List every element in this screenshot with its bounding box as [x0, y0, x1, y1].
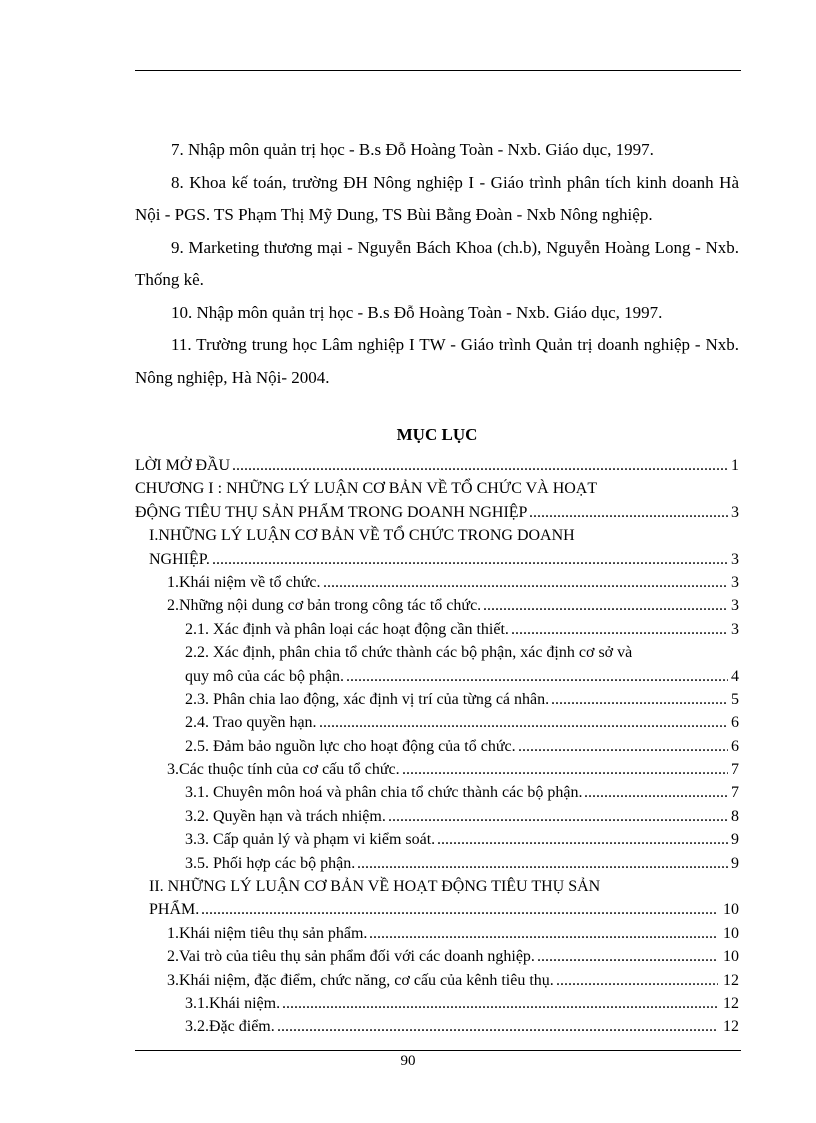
toc-title: MỤC LỤC	[396, 425, 478, 444]
toc-entry[interactable]	[135, 898, 739, 921]
toc-leader	[357, 852, 728, 875]
toc-entry-label: II. NHỮNG LÝ LUẬN CƠ BẢN VỀ HOẠT ĐỘNG TIÊU THỤ SẢN	[149, 878, 601, 896]
toc-entry-page: 10	[723, 948, 739, 966]
toc-entry-page: 12	[723, 1018, 739, 1036]
toc-entry-label: 2.3. Phân chia lao động, xác định vị trí của từng cá nhân.	[185, 690, 550, 708]
toc-entry[interactable]	[135, 618, 739, 641]
toc-leader	[537, 945, 718, 968]
toc-entry[interactable]	[135, 922, 739, 945]
header-rule	[135, 70, 741, 71]
toc-entry[interactable]	[135, 992, 739, 1015]
toc-leader	[232, 454, 728, 477]
toc-entry-page: 1	[731, 457, 739, 474]
footer-rule	[135, 1050, 741, 1051]
page-number: 90	[400, 1053, 416, 1069]
toc-entry-page: 10	[723, 924, 739, 942]
toc-leader	[511, 618, 728, 641]
toc-entry-label: 3.Khái niệm, đặc điểm, chức năng, cơ cấu của kênh tiêu thụ.	[167, 971, 554, 989]
toc-entry-page: 3	[731, 573, 739, 591]
toc-entry-label: ĐỘNG TIÊU THỤ SẢN PHẨM TRONG DOANH NGHIỆP	[135, 503, 528, 521]
toc-entry[interactable]	[135, 548, 739, 571]
toc-entry-label: 3.5. Phối hợp các bộ phận.	[185, 854, 356, 872]
toc-entry-page: 3	[731, 503, 739, 521]
toc-entry-label: 2.5. Đảm bảo nguồn lực cho hoạt động của tổ chức.	[185, 737, 516, 755]
reference-item: 10. Nhập môn quản trị học - B.s Đỗ Hoàng Toàn - Nxb. Giáo dục, 1997.	[171, 302, 663, 322]
toc-entry[interactable]	[135, 641, 739, 664]
toc-entry[interactable]	[135, 477, 739, 500]
toc-leader	[529, 501, 728, 524]
toc-entry-label: CHƯƠNG I : NHỮNG LÝ LUẬN CƠ BẢN VỀ TỔ CHỨC VÀ HOẠT	[135, 480, 598, 498]
toc-entry-label: I.NHỮNG LÝ LUẬN CƠ BẢN VỀ TỔ CHỨC TRONG DOANH	[149, 527, 575, 545]
toc-entry-page: 6	[731, 714, 739, 732]
toc-entry-label: PHẨM.	[149, 901, 200, 919]
toc-entry[interactable]	[135, 454, 739, 477]
reference-list	[135, 134, 739, 394]
toc-entry-page: 7	[731, 784, 739, 802]
toc-leader	[277, 1015, 718, 1038]
toc-entry[interactable]	[135, 735, 739, 758]
reference-item: 9. Marketing thương mại - Nguyễn Bách Khoa (ch.b), Nguyễn Hoàng Long - Nxb. Thống kê.	[135, 237, 739, 289]
toc-entry[interactable]	[135, 875, 739, 898]
table-of-contents	[135, 454, 739, 1039]
toc-entry-label: NGHIỆP.	[149, 550, 210, 568]
toc-entry-label: 1.Khái niệm về tổ chức.	[167, 573, 321, 591]
toc-entry-label: 1.Khái niệm tiêu thụ sản phẩm.	[167, 924, 368, 942]
toc-entry[interactable]	[135, 969, 739, 992]
toc-entry-page: 4	[731, 667, 739, 685]
toc-entry[interactable]	[135, 501, 739, 524]
toc-entry-page: 3	[731, 550, 739, 568]
toc-entry-page: 9	[731, 831, 739, 849]
toc-entry[interactable]	[135, 594, 739, 617]
toc-entry-label: 3.2. Quyền hạn và trách nhiệm.	[185, 807, 386, 825]
toc-leader	[346, 665, 728, 688]
toc-entry[interactable]	[135, 571, 739, 594]
toc-entry-page: 3	[731, 620, 739, 638]
toc-entry-page: 12	[723, 971, 739, 989]
toc-leader	[212, 548, 728, 571]
toc-entry-label: 3.1. Chuyên môn hoá và phân chia tổ chức thành các bộ phận.	[185, 784, 583, 802]
toc-entry-label: 3.Các thuộc tính của cơ cấu tổ chức.	[167, 761, 400, 779]
toc-leader	[282, 992, 718, 1015]
toc-entry-page: 10	[723, 901, 739, 919]
toc-leader	[388, 805, 728, 828]
toc-entry-label: 3.3. Cấp quản lý và phạm vi kiểm soát.	[185, 831, 436, 849]
toc-entry-page: 9	[731, 854, 739, 872]
toc-entry[interactable]	[135, 758, 739, 781]
toc-leader	[556, 969, 718, 992]
toc-entry-label: 3.1.Khái niệm.	[185, 994, 281, 1012]
toc-leader	[518, 735, 728, 758]
reference-item: 11. Trường trung học Lâm nghiệp I TW - Giáo trình Quản trị doanh nghiệp - Nxb. Nông nghiệp, Hà Nội- 2004.	[135, 335, 739, 387]
toc-leader	[201, 898, 718, 921]
toc-entry-page: 7	[731, 761, 739, 779]
toc-entry[interactable]	[135, 688, 739, 711]
toc-leader	[323, 571, 728, 594]
toc-entry-page: 8	[731, 807, 739, 825]
toc-entry[interactable]	[135, 805, 739, 828]
toc-entry[interactable]	[135, 852, 739, 875]
toc-entry-label: LỜI MỞ ĐẦU	[135, 457, 231, 474]
toc-entry-label: 2.Vai trò của tiêu thụ sản phẩm đối với các doanh nghiệp.	[167, 948, 535, 966]
toc-entry-label: quy mô của các bộ phận.	[185, 667, 345, 685]
toc-leader	[319, 711, 728, 734]
toc-entry-page: 12	[723, 994, 739, 1012]
toc-entry[interactable]	[135, 524, 739, 547]
toc-entry-label: 2.Những nội dung cơ bản trong công tác tổ chức.	[167, 597, 482, 615]
toc-entry[interactable]	[135, 665, 739, 688]
reference-item: 7. Nhập môn quản trị học - B.s Đỗ Hoàng Toàn - Nxb. Giáo dục, 1997.	[171, 140, 654, 159]
toc-entry[interactable]	[135, 828, 739, 851]
toc-entry-label: 2.1. Xác định và phân loại các hoạt động cần thiết.	[185, 620, 509, 638]
toc-leader	[402, 758, 728, 781]
toc-entry[interactable]	[135, 1015, 739, 1038]
toc-entry-page: 5	[731, 690, 739, 708]
toc-entry-label: 2.4. Trao quyền hạn.	[185, 714, 317, 732]
toc-entry-label: 2.2. Xác định, phân chia tổ chức thành các bộ phận, xác định cơ sở và	[185, 644, 633, 662]
toc-entry-label: 3.2.Đặc điểm.	[185, 1018, 275, 1036]
toc-entry[interactable]	[135, 781, 739, 804]
toc-entry-page: 3	[731, 597, 739, 615]
toc-leader	[369, 922, 718, 945]
toc-entry[interactable]	[135, 945, 739, 968]
reference-item: 8. Khoa kế toán, trường ĐH Nông nghiệp I - Giáo trình phân tích kinh doanh Hà Nội - PGS. TS Phạm Thị Mỹ Dung, TS Bùi Bằng Đoàn - Nxb Nông nghiệp.	[135, 172, 739, 224]
toc-leader	[483, 594, 728, 617]
toc-entry[interactable]	[135, 711, 739, 734]
toc-leader	[584, 781, 728, 804]
toc-entry-page: 6	[731, 737, 739, 755]
toc-leader	[437, 828, 728, 851]
toc-leader	[551, 688, 728, 711]
